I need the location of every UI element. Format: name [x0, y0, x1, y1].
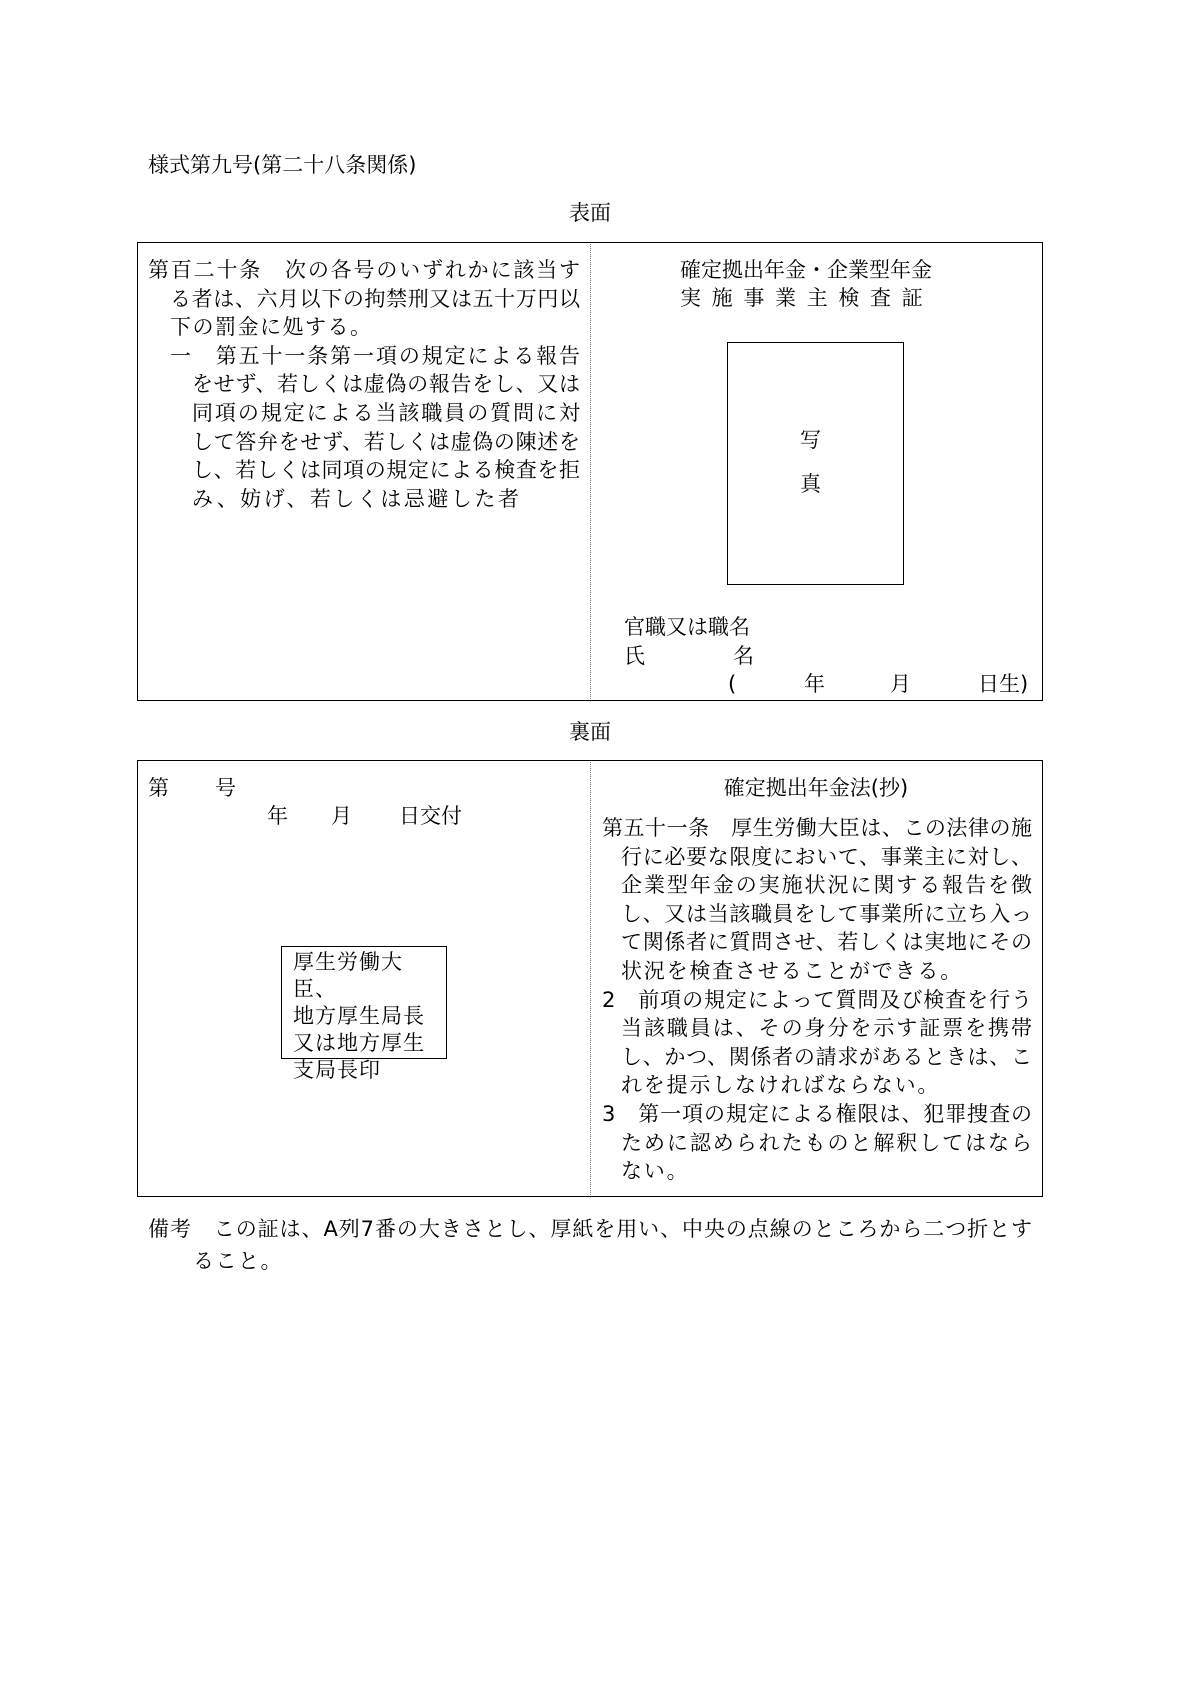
name-label-1: 氏: [624, 644, 645, 668]
law-title: 確定拠出年金法(抄): [723, 776, 909, 800]
birth-open: (: [728, 672, 737, 696]
law-line: 状況を検査させることができる。: [621, 958, 963, 983]
law-line: し、かつ、関係者の請求があるときは、こ: [621, 1044, 1032, 1069]
law-line: ない。: [621, 1159, 690, 1184]
issue-year: 年: [267, 804, 288, 828]
item-line: して答弁をせず、若しくは虚偽の陳述を: [192, 429, 580, 454]
item-line: 一 第五十一条第一項の規定による報告: [170, 343, 580, 368]
card-title-1: 確定拠出年金・企業型年金: [680, 258, 932, 282]
fold-line: [590, 762, 591, 1195]
card-title-2: 実 施 事 業 主 検 査 証: [680, 286, 925, 310]
remarks-line-1: 備考 この証は、A列7番の大きさとし、厚紙を用い、中央の点線のところから二つ折とす: [148, 1217, 1032, 1241]
stamp-line: 地方厚生局長: [293, 1004, 425, 1028]
photo-label-2: 真: [800, 472, 821, 496]
penalty-line: る者は、六月以下の拘禁刑又は五十万円以: [170, 286, 580, 311]
front-heading: 表面: [569, 201, 611, 225]
issue-month: 月: [331, 804, 352, 828]
law-line: 当該職員は、その身分を示す証票を携帯: [621, 1016, 1032, 1041]
law-line: ために認められたものと解釈してはなら: [621, 1130, 1032, 1155]
number-label-2: 号: [215, 776, 236, 800]
item-line: し、若しくは同項の規定による検査を拒: [192, 458, 580, 483]
penalty-line: 第百二十条 次の各号のいずれかに該当す: [148, 258, 580, 282]
law-line: 第五十一条 厚生労働大臣は、この法律の施: [602, 816, 1032, 840]
item-line: 同項の規定による当該職員の質問に対: [192, 400, 580, 425]
item-line: み、妨げ、若しくは忌避した者: [192, 486, 522, 511]
photo-area: [727, 342, 904, 585]
item-line: をせず、若しくは虚偽の報告をし、又は: [192, 372, 580, 397]
law-text: [602, 814, 1032, 1186]
stamp-line: 又は地方厚生: [293, 1031, 425, 1055]
remarks-line-2: ること。: [193, 1249, 283, 1273]
back-heading: 裏面: [569, 720, 611, 744]
law-line: 企業型年金の実施状況に関する報告を徴: [621, 873, 1032, 898]
photo-label-1: 写: [800, 428, 821, 452]
penalty-clause: [148, 256, 580, 513]
birth-year: 年: [804, 672, 825, 696]
stamp-line: 厚生労働大臣、: [293, 950, 403, 1001]
fold-line: [590, 244, 591, 699]
birth-month: 月: [890, 672, 911, 696]
law-line: 3 第一項の規定による権限は、犯罪捜査の: [602, 1101, 1032, 1126]
penalty-line: 下の罰金に処する。: [170, 315, 373, 340]
official-title-label: 官職又は職名: [624, 615, 750, 639]
number-label-1: 第: [148, 776, 169, 800]
stamp-line: 支局長印: [293, 1058, 381, 1082]
birth-day: 日生): [978, 672, 1029, 696]
law-line: し、又は当該職員をして事業所に立ち入っ: [621, 901, 1032, 926]
law-line: 2 前項の規定によって質問及び検査を行う: [602, 987, 1032, 1012]
issuer-stamp-box: [281, 946, 447, 1082]
law-line: れを提示しなければならない。: [621, 1073, 941, 1098]
form-title: 様式第九号(第二十八条関係): [148, 153, 417, 177]
law-line: 行に必要な限度において、事業主に対し、: [621, 844, 1032, 869]
law-line: て関係者に質問させ、若しくは実地にその: [621, 930, 1032, 955]
name-label-2: 名: [733, 644, 754, 668]
issue-day: 日交付: [399, 804, 462, 828]
